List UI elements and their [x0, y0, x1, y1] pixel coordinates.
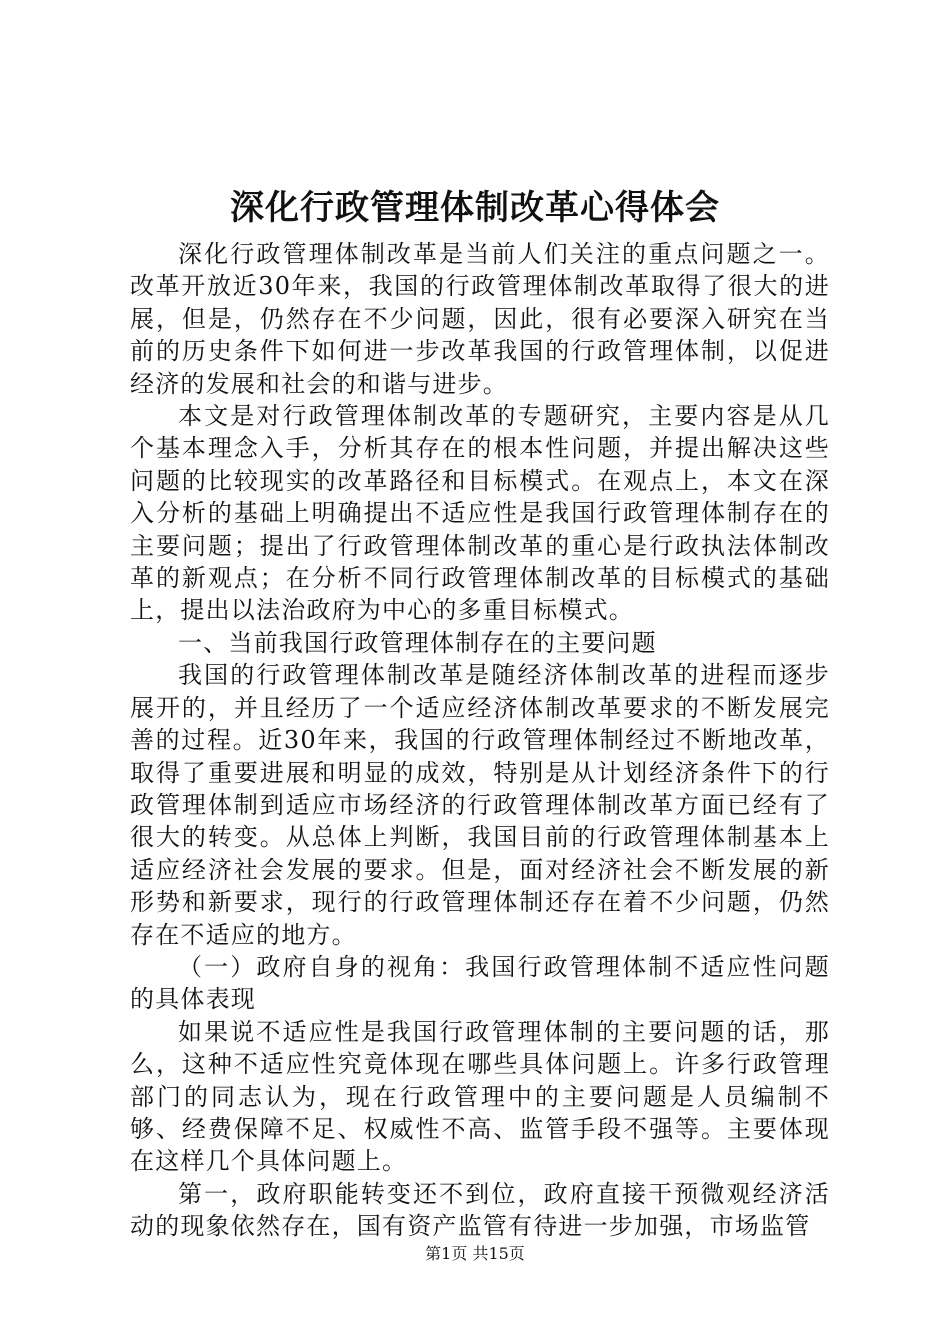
paragraph-point-1: 第一，政府职能转变还不到位，政府直接干预微观经济活动的现象依然存在，国有资产监管有待进一步加强，市场监管 — [130, 1179, 830, 1241]
paragraph-abstract: 本文是对行政管理体制改革的专题研究，主要内容是从几个基本理念入手，分析其存在的根本性问题，并提出解决这些问题的比较现实的改革路径和目标模式。在观点上，本文在深入分析的基础上明确提出不适应性是我国行政管理体制存在的主要问题；提出了行政管理体制改革的重心是行政执法体制改革的新观点；在分析不同行政管理体制改革的目标模式的基础上，提出以法治政府为中心的多重目标模式。 — [130, 402, 830, 625]
document-body — [130, 238, 830, 1243]
page-number-footer: 第1页 共15页 — [425, 1244, 525, 1263]
subsection-heading-1: （一）政府自身的视角：我国行政管理体制不适应性问题的具体表现 — [130, 952, 830, 1014]
paragraph-intro: 深化行政管理体制改革是当前人们关注的重点问题之一。改革开放近30年来，我国的行政管理体制改革取得了很大的进展，但是，仍然存在不少问题，因此，很有必要深入研究在当前的历史条件下如何进一步改革我国的行政管理体制，以促进经济的发展和社会的和谐与进步。 — [130, 240, 830, 398]
section-heading-1: 一、当前我国行政管理体制存在的主要问题 — [178, 628, 657, 657]
paragraph-section-1: 我国的行政管理体制改革是随经济体制改革的进程而逐步展开的，并且经历了一个适应经济体制改革要求的不断发展完善的过程。近30年来，我国的行政管理体制经过不断地改革，取得了重要进展和明显的成效，特别是从计划经济条件下的行政管理体制到适应市场经济的行政管理体制改革方面已经有了很大的转变。从总体上判断，我国目前的行政管理体制基本上适应经济社会发展的要求。但是，面对经济社会不断发展的新形势和新要求，现行的行政管理体制还存在着不少问题，仍然存在不适应的地方。 — [130, 661, 830, 949]
document-title: 深化行政管理体制改革心得体会 — [230, 188, 720, 228]
paragraph-subsection-1: 如果说不适应性是我国行政管理体制的主要问题的话，那么，这种不适应性究竟体现在哪些具体问题上。许多行政管理部门的同志认为，现在行政管理中的主要问题是人员编制不够、经费保障不足、权威性不高、监管手段不强等。主要体现在这样几个具体问题上。 — [130, 1017, 830, 1176]
